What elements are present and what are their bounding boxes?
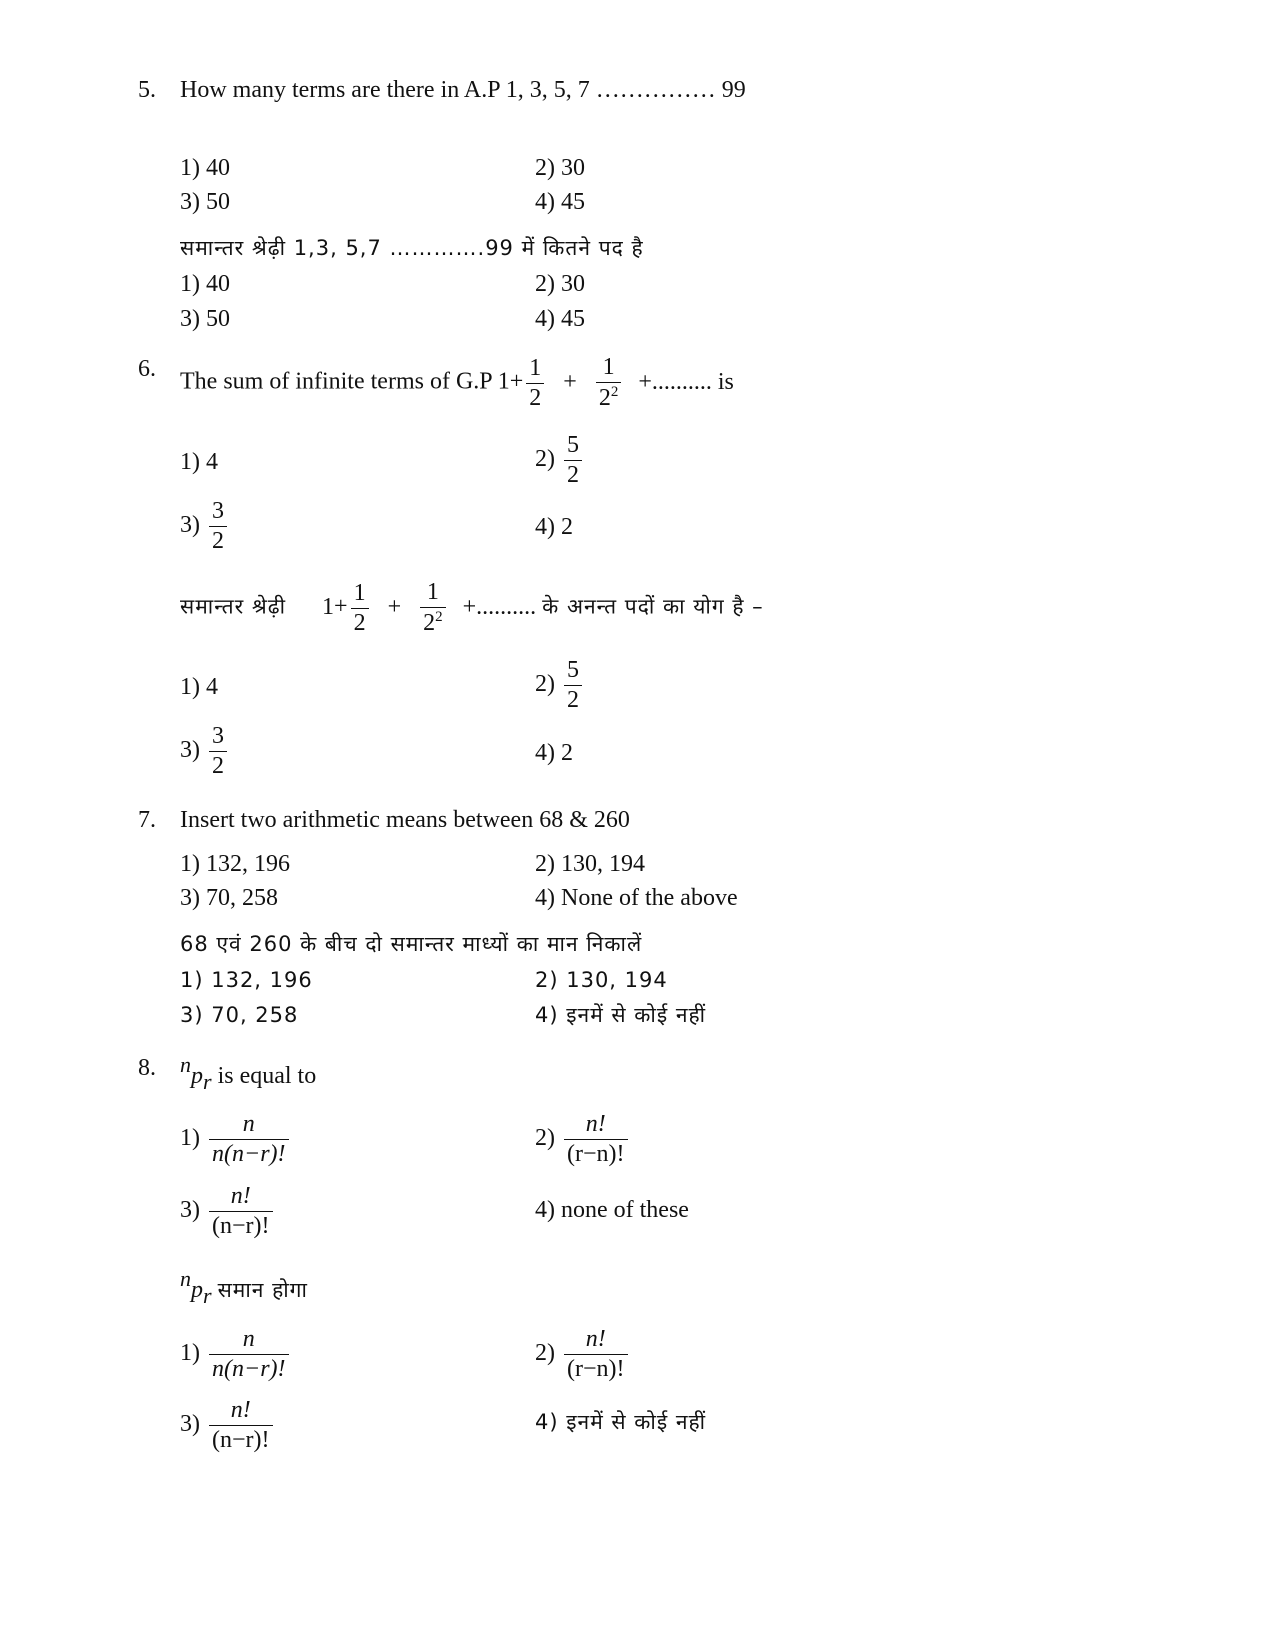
q8-number: 8.: [138, 1055, 156, 1081]
q7-hi-option-3: 3) 70, 258: [180, 1003, 299, 1027]
q8-hi-tail: समान होगा: [217, 1278, 308, 1302]
q6-en-option-1: 1) 4: [180, 449, 218, 475]
q8-hi-option-3: 3) $\frac{n!}{(n-r)!}$: [180, 1398, 276, 1453]
q7-question-hi: 68 एवं 260 के बीच दो समान्तर माध्यों का मान निकालें: [180, 932, 643, 956]
q6-en-frac-half: $\frac{1}{2}$: [526, 356, 544, 411]
q8-hi-option-1: 1) $\frac{n}{n(n-r)!}$: [180, 1327, 292, 1382]
q8-question-en: [180, 1052, 317, 1094]
q5-en-option-1: 1) 40: [180, 155, 230, 181]
q6-number: 6.: [138, 356, 156, 382]
q8-npr-symbol: $^np_r$: [180, 1052, 212, 1094]
q5-hi-option-3: 3) 50: [180, 306, 230, 332]
q6-hi-option-3: 3) $\frac{3}{2}$: [180, 724, 230, 779]
q6-question-hi: समान्तर श्रेढ़ी 1+ $\frac{1}{2}$ + $\frac{1}{2^2}$ +.......... के अनन्त पदों का योग है –: [180, 579, 764, 637]
q6-question-en: The sum of infinite terms of G.P 1+ $\frac{1}{2}$ + $\frac{1}{2^2}$ +.......... is: [180, 354, 734, 412]
q7-hi-option-1: 1) 132, 196: [180, 968, 313, 992]
q6-hi-suffix: के अनन्त पदों का योग है –: [542, 594, 764, 619]
q5-hi-option-2: 2) 30: [535, 271, 585, 297]
q5-en-option-4: 4) 45: [535, 189, 585, 215]
q6-hi-option-2: 2) $\frac{5}{2}$: [535, 658, 585, 713]
q5-hi-option-1: 1) 40: [180, 271, 230, 297]
q5-en-option-2: 2) 30: [535, 155, 585, 181]
q7-number: 7.: [138, 807, 156, 833]
q7-question-en: Insert two arithmetic means between 68 & 260: [180, 807, 630, 833]
q6-hi-option-1: 1) 4: [180, 674, 218, 700]
q6-en-frac-quarter: $\frac{1}{2^2}$: [596, 355, 622, 411]
q6-en-option-4: 4) 2: [535, 514, 573, 540]
q6-en-option-2: 2) $\frac{5}{2}$: [535, 433, 585, 488]
q8-en-tail: is equal to: [217, 1063, 317, 1089]
q5-question-en: How many terms are there in A.P 1, 3, 5, 7 …………… 99: [180, 77, 746, 103]
q6-hi-option-4: 4) 2: [535, 740, 573, 766]
q7-hi-option-4: 4) इनमें से कोई नहीं: [535, 1003, 707, 1027]
q6-en-option-3: 3) $\frac{3}{2}$: [180, 499, 230, 554]
q8-en-option-2: 2) $\frac{n!}{(r-n)!}$: [535, 1112, 631, 1167]
q7-en-option-1: 1) 132, 196: [180, 851, 290, 877]
q6-en-suffix: +.......... is: [638, 368, 734, 395]
q5-hi-option-4: 4) 45: [535, 306, 585, 332]
q8-en-option-1: 1) $\frac{n}{n(n-r)!}$: [180, 1112, 292, 1167]
q5-question-hi: समान्तर श्रेढ़ी 1,3, 5,7 ………….99 में कितने पद है: [180, 236, 644, 260]
q8-en-option-3: 3) $\frac{n!}{(n-r)!}$: [180, 1184, 276, 1239]
q5-number: 5.: [138, 77, 156, 103]
q5-en-option-3: 3) 50: [180, 189, 230, 215]
q8-en-option-4: 4) none of these: [535, 1197, 689, 1223]
q8-hi-option-2: 2) $\frac{n!}{(r-n)!}$: [535, 1327, 631, 1382]
q7-hi-option-2: 2) 130, 194: [535, 968, 668, 992]
q6-hi-prefix: समान्तर श्रेढ़ी: [180, 594, 287, 619]
q6-en-prefix: The sum of infinite terms of G.P 1+: [180, 368, 524, 395]
q8-question-hi: $^np_r$ समान होगा: [180, 1266, 308, 1308]
q7-en-option-3: 3) 70, 258: [180, 885, 278, 911]
q8-hi-option-4: 4) इनमें से कोई नहीं: [535, 1410, 707, 1434]
q7-en-option-2: 2) 130, 194: [535, 851, 645, 877]
q7-en-option-4: 4) None of the above: [535, 885, 738, 911]
